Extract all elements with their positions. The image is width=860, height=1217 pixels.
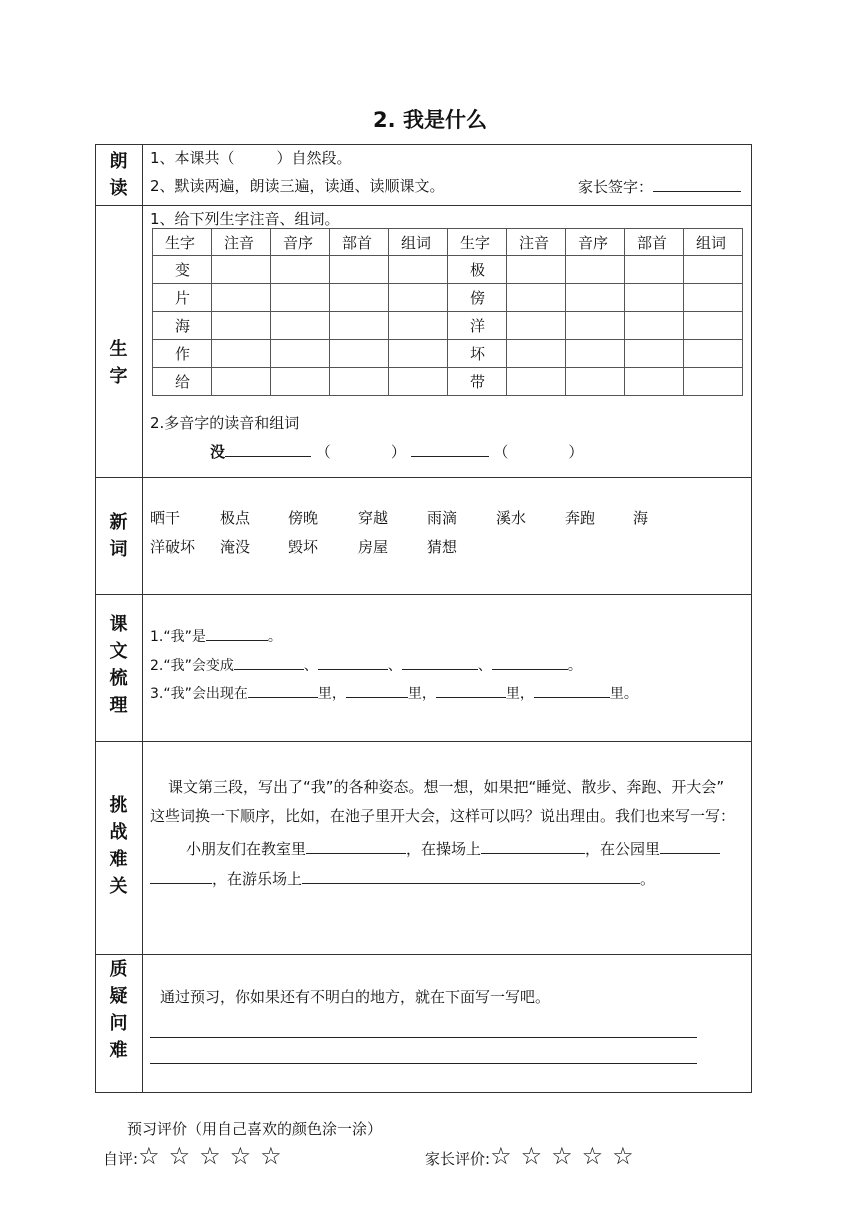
label-column-divider [142, 144, 143, 1093]
question-prompt: 通过预习，你如果还有不明白的地方，就在下面写一写吧。 [160, 988, 551, 1006]
evaluation-title: 预习评价（用自己喜欢的颜色涂一涂） [127, 1120, 383, 1138]
answer-cell[interactable] [507, 256, 566, 284]
answer-cell[interactable] [566, 284, 625, 312]
paren: ） [390, 443, 406, 461]
header-cell: 生字 [448, 229, 507, 256]
char-cell: 海 [153, 312, 212, 340]
word: 傍晚 [288, 509, 319, 527]
char-cell: 作 [153, 340, 212, 368]
challenge-p1: 课文第三段，写出了“我”的各种姿态。想一想，如果把“睡觉、散步、奔跑、开大会” [168, 778, 725, 796]
section-label-text: 课文梳理 [109, 614, 128, 716]
answer-cell[interactable] [212, 368, 271, 396]
poly-char: 没 [210, 443, 226, 461]
answer-blank[interactable] [234, 653, 304, 670]
header-cell: 生字 [153, 229, 212, 256]
answer-cell[interactable] [684, 312, 743, 340]
section-label-challenge [95, 792, 142, 900]
answer-cell[interactable] [507, 312, 566, 340]
answer-cell[interactable] [566, 368, 625, 396]
answer-cell[interactable] [212, 256, 271, 284]
outline-text: 、 [387, 658, 402, 674]
answer-blank[interactable] [402, 653, 478, 670]
answer-cell[interactable] [330, 284, 389, 312]
read-text: ）自然段。 [276, 149, 352, 167]
word: 雨滴 [427, 509, 458, 527]
row-divider [95, 741, 752, 742]
word: 海 [633, 509, 649, 527]
paren: ） [568, 443, 584, 461]
answer-blank[interactable] [150, 867, 212, 884]
answer-cell[interactable] [389, 284, 448, 312]
answer-cell[interactable] [625, 312, 684, 340]
outline-text: 。 [567, 658, 582, 674]
header-cell: 注音 [212, 229, 271, 256]
challenge-p4 [150, 867, 655, 889]
answer-blank[interactable] [436, 681, 506, 698]
challenge-text: ，在操场上 [406, 840, 482, 858]
outline-text: 里， [407, 686, 436, 702]
challenge-text: 。 [640, 870, 656, 888]
answer-cell[interactable] [389, 256, 448, 284]
parent-sign [578, 175, 741, 197]
answer-cell[interactable] [212, 312, 271, 340]
header-cell: 组词 [389, 229, 448, 256]
word: 房屋 [358, 538, 389, 556]
star-icon[interactable]: ☆☆☆☆☆ [490, 1142, 643, 1170]
answer-cell[interactable] [389, 340, 448, 368]
paren: （ [493, 443, 509, 461]
sign-blank[interactable] [653, 175, 741, 192]
poly-line [210, 440, 583, 462]
header-cell: 部首 [330, 229, 389, 256]
word: 穿越 [358, 509, 389, 527]
poly-title: 2.多音字的读音和组词 [150, 414, 300, 432]
outline-text: 里。 [609, 686, 638, 702]
challenge-text: ，在公园里 [585, 840, 661, 858]
page-title: 2. 我是什么 [373, 108, 487, 132]
outline-text: 3.“我”会出现在 [150, 686, 248, 702]
grid-row [153, 312, 743, 340]
row-divider [95, 477, 752, 478]
self-eval-label: 自评: [103, 1150, 139, 1168]
answer-cell[interactable] [389, 368, 448, 396]
pinyin-blank[interactable] [225, 440, 311, 457]
read-text: 1、本课共（ [150, 149, 235, 167]
answer-cell[interactable] [625, 256, 684, 284]
char-cell: 洋 [448, 312, 507, 340]
answer-cell[interactable] [212, 284, 271, 312]
header-cell: 组词 [684, 229, 743, 256]
outline-text: 2.“我”会变成 [150, 658, 234, 674]
outline-q1 [150, 624, 282, 646]
answer-blank[interactable] [306, 837, 406, 854]
outline-text: 里， [317, 686, 346, 702]
answer-blank[interactable] [248, 681, 318, 698]
word: 晒干 [150, 509, 181, 527]
section-label-text: 新词 [109, 512, 128, 560]
section-label-question [95, 956, 142, 1064]
word: 极点 [220, 509, 251, 527]
answer-cell[interactable] [507, 368, 566, 396]
star-icon[interactable]: ☆☆☆☆☆ [138, 1142, 291, 1170]
grid-row [153, 284, 743, 312]
answer-cell[interactable] [625, 368, 684, 396]
section-label-chars [95, 336, 142, 390]
outline-text: 1.“我”是 [150, 629, 206, 645]
section-label-text: 生字 [109, 339, 128, 387]
outline-q3 [150, 681, 638, 703]
row-divider [95, 594, 752, 595]
answer-cell[interactable] [625, 340, 684, 368]
writing-line[interactable] [150, 1037, 697, 1038]
sign-label: 家长签字： [578, 178, 654, 196]
word: 奔跑 [565, 509, 596, 527]
words-row-2 [150, 536, 457, 557]
writing-line[interactable] [150, 1063, 697, 1064]
word: 溪水 [496, 509, 527, 527]
parent-eval-label: 家长评价: [425, 1150, 491, 1168]
answer-cell[interactable] [566, 340, 625, 368]
header-cell: 音序 [566, 229, 625, 256]
section-label-read [95, 148, 142, 202]
header-cell: 部首 [625, 229, 684, 256]
answer-blank[interactable] [318, 653, 388, 670]
answer-cell[interactable] [389, 312, 448, 340]
read-line-2: 2、默读两遍，朗读三遍，读通、读顺课文。 [150, 177, 445, 195]
answer-cell[interactable] [684, 256, 743, 284]
answer-cell[interactable] [330, 312, 389, 340]
answer-cell[interactable] [271, 256, 330, 284]
answer-cell[interactable] [566, 312, 625, 340]
row-divider [95, 205, 752, 206]
char-cell: 傍 [448, 284, 507, 312]
char-cell: 片 [153, 284, 212, 312]
answer-blank[interactable] [346, 681, 408, 698]
word: 洋破坏 [150, 538, 196, 556]
header-cell: 注音 [507, 229, 566, 256]
outline-text: 、 [477, 658, 492, 674]
char-cell: 给 [153, 368, 212, 396]
answer-cell[interactable] [507, 284, 566, 312]
row-divider [95, 954, 752, 955]
grid-row [153, 368, 743, 396]
answer-cell[interactable] [330, 256, 389, 284]
section-label-words [95, 509, 142, 563]
answer-blank[interactable] [302, 867, 640, 884]
answer-blank[interactable] [206, 624, 268, 641]
outline-q2 [150, 653, 582, 675]
answer-blank[interactable] [660, 837, 720, 854]
grid-row [153, 256, 743, 284]
answer-blank[interactable] [492, 653, 568, 670]
char-cell: 变 [153, 256, 212, 284]
challenge-text: ，在游乐场上 [212, 870, 303, 888]
header-cell: 音序 [271, 229, 330, 256]
answer-cell[interactable] [330, 368, 389, 396]
words-row-1 [150, 507, 648, 528]
outline-text: 里， [505, 686, 534, 702]
chars-instruction: 1、给下列生字注音、组词。 [150, 210, 340, 228]
word: 猜想 [427, 538, 458, 556]
char-cell: 坏 [448, 340, 507, 368]
challenge-p3 [186, 837, 751, 859]
answer-cell[interactable] [271, 312, 330, 340]
word: 毁坏 [288, 538, 319, 556]
word: 淹没 [220, 538, 251, 556]
answer-cell[interactable] [507, 340, 566, 368]
outline-text: 、 [303, 658, 318, 674]
answer-cell[interactable] [271, 340, 330, 368]
read-line-1 [150, 147, 352, 168]
answer-cell[interactable] [684, 368, 743, 396]
pinyin-blank[interactable] [411, 440, 489, 457]
answer-cell[interactable] [625, 284, 684, 312]
answer-blank[interactable] [481, 837, 585, 854]
char-cell: 带 [448, 368, 507, 396]
grid-header-row [153, 229, 743, 256]
parent-evaluation [425, 1142, 643, 1170]
answer-blank[interactable] [534, 681, 610, 698]
paren: （ [315, 443, 331, 461]
challenge-p2: 这些词换一下顺序，比如，在池子里开大会，这样可以吗？说出理由。我们也来写一写： [150, 807, 736, 825]
grid-row [153, 340, 743, 368]
char-grid [152, 228, 743, 396]
answer-cell[interactable] [271, 284, 330, 312]
section-label-outline [95, 611, 142, 719]
answer-cell[interactable] [684, 284, 743, 312]
answer-cell[interactable] [212, 340, 271, 368]
section-label-text: 朗读 [109, 151, 128, 199]
answer-cell[interactable] [684, 340, 743, 368]
char-cell: 极 [448, 256, 507, 284]
answer-cell[interactable] [330, 340, 389, 368]
section-label-text: 挑战难关 [109, 795, 128, 897]
section-label-text: 质疑问难 [109, 959, 128, 1061]
challenge-text: 小朋友们在教室里 [186, 840, 307, 858]
self-evaluation [103, 1142, 291, 1170]
answer-cell[interactable] [271, 368, 330, 396]
outline-text: 。 [267, 629, 282, 645]
answer-cell[interactable] [566, 256, 625, 284]
